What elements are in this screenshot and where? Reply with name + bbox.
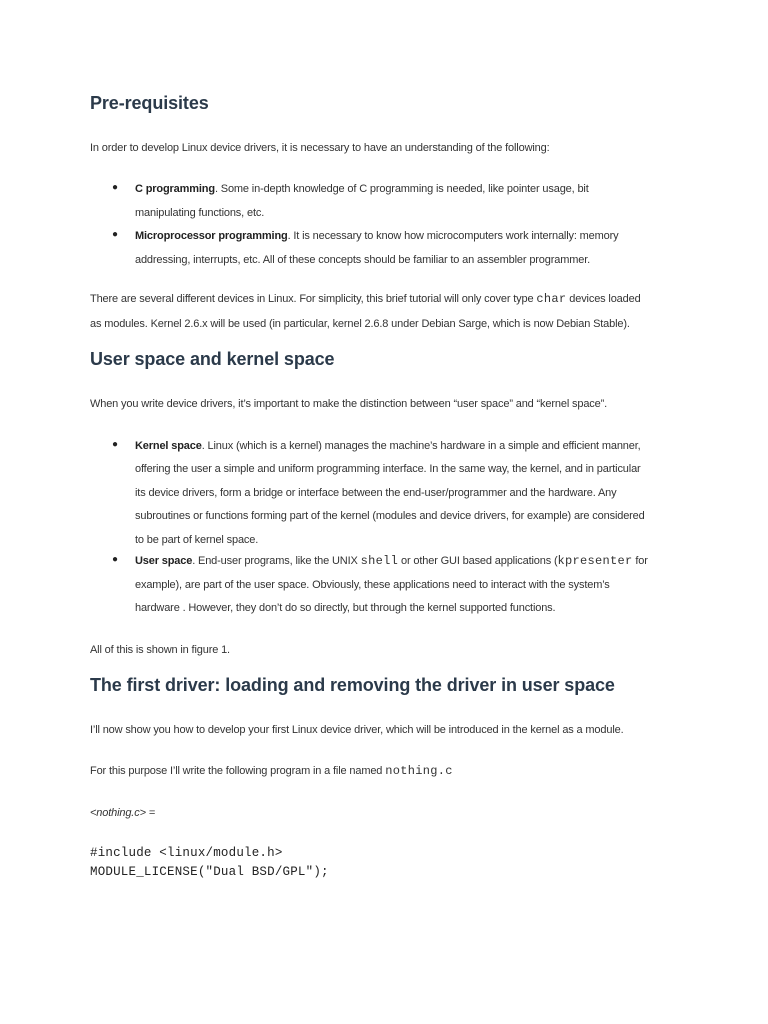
bullet-text: . Linux (which is a kernel) manages the machine’s hardware in a simple and efficient manner, [201,440,641,452]
bullet-c-programming-line2: manipulating functions, etc. [135,207,265,219]
code-line-include: #include <linux/module.h> [90,846,283,860]
bullet-icon: ● [112,182,119,193]
text-run: devices loaded [566,293,641,305]
devices-paragraph-line1 [90,292,641,306]
bullet-term: C programming [135,183,215,195]
bullet-term: User space [135,555,193,567]
text-run: There are several different devices in Linux. For simplicity, this brief tutorial will only cover type [90,293,537,305]
bullet-microprocessor-line1 [135,229,619,243]
bullet-microprocessor-line2: addressing, interrupts, etc. All of these concepts should be familiar to an assembler programmer. [135,254,591,266]
bullet-user-space-line2: example), are part of the user space. Obviously, these applications need to interact with the system’s [135,579,610,591]
heading-prerequisites: Pre-requisites [90,93,209,113]
code-line-license: MODULE_LICENSE("Dual BSD/GPL"); [90,865,329,879]
bullet-text: . It is necessary to know how microcomputers work internally: memory [287,230,619,242]
bullet-user-space-line1 [135,554,648,568]
bullet-user-space-line3: hardware . However, they don’t do so directly, but through the kernel supported functions. [135,602,556,614]
inline-code-char: char [536,292,567,306]
figure-reference: All of this is shown in figure 1. [90,644,230,656]
devices-paragraph-line2: as modules. Kernel 2.6.x will be used (in particular, kernel 2.6.8 under Debian Sarge, which is now Debian Stable). [90,318,630,330]
bullet-kernel-space-line2: offering the user a simple and uniform programming interface. In the same way, the kernel, and in particular [135,463,641,475]
heading-first-driver: The first driver: loading and removing the driver in user space [90,675,615,695]
first-driver-paragraph: I’ll now show you how to develop your first Linux device driver, which will be introduced in the kernel as a module. [90,724,624,736]
bullet-icon: ● [112,229,119,240]
bullet-text: or other GUI based applications ( [398,555,558,567]
bullet-kernel-space-line1 [135,439,641,453]
heading-user-kernel-space: User space and kernel space [90,349,335,369]
bullet-text: for [632,555,648,567]
bullet-text: . Some in-depth knowledge of C programming is needed, like pointer usage, bit [214,183,589,195]
bullet-term: Microprocessor programming [135,230,288,242]
bullet-kernel-space-line4: subroutines or functions forming part of the kernel (modules and device drivers, for example) are considered [135,510,645,522]
bullet-text: . End-user programs, like the UNIX [192,555,361,567]
text-run: For this purpose I’ll write the following program in a file named [90,765,386,777]
bullet-c-programming-line1 [135,182,589,196]
inline-code-kpresenter: kpresenter [557,554,633,568]
bullet-kernel-space-line5: to be part of kernel space. [135,534,259,546]
inline-code-shell: shell [360,554,399,568]
code-chunk-label: <nothing.c> = [90,807,156,819]
distinction-paragraph: When you write device drivers, it’s important to make the distinction between “user space” and “kernel space”. [90,398,608,410]
bullet-kernel-space-line3: its device drivers, form a bridge or interface between the end-user/programmer and the hardware. Any [135,487,617,499]
program-file-paragraph [90,764,453,778]
bullet-icon: ● [112,439,119,450]
inline-code-filename: nothing.c [385,764,453,778]
intro-paragraph: In order to develop Linux device drivers, it is necessary to have an understanding of the following: [90,142,550,154]
bullet-icon: ● [112,554,119,565]
bullet-term: Kernel space [135,440,202,452]
